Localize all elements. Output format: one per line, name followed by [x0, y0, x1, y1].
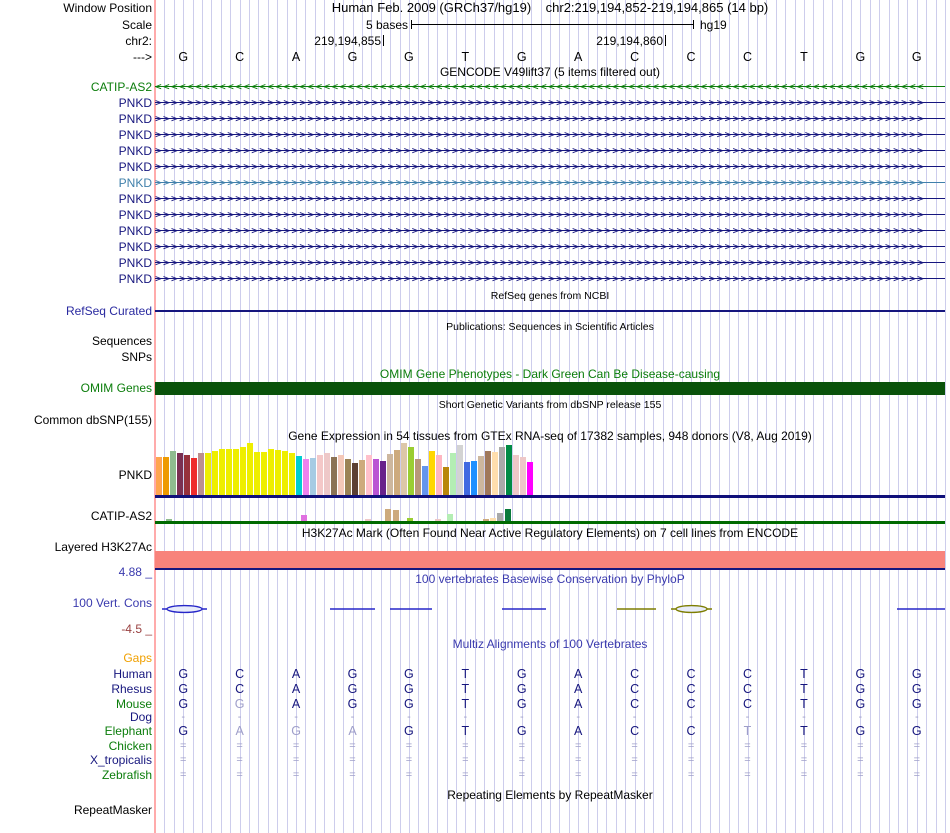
alignment-cell: G	[404, 697, 414, 711]
h3k27ac-signal-bar[interactable]	[155, 551, 945, 568]
scale-value: 5 bases	[365, 18, 408, 32]
gtex-tissue-bar[interactable]	[198, 453, 204, 495]
alignment-cell: =	[349, 740, 356, 752]
alignment-cell: C	[235, 682, 245, 696]
gene-strand-arrows: >>>>>>>>>>>>>>>>>>>>>>>>>>>>>>>>>>>>>>>>>>>>>>>>>>>>>>>>>>>>>>>>>>>>>>>>>>>>>>>>>>>>>>>>>>>>>>>>	[155, 240, 926, 253]
alignment-cell: T	[800, 697, 808, 711]
gene-row-pnkd[interactable]	[155, 191, 945, 206]
gtex-catip-bar[interactable]	[505, 509, 511, 521]
alignment-cell: G	[855, 697, 866, 711]
alignment-cell: =	[913, 769, 920, 781]
alignment-cell: G	[911, 667, 922, 681]
alignment-cell: C	[630, 667, 640, 681]
refseq-curated-label[interactable]: RefSeq Curated	[65, 304, 152, 318]
alignment-cell: -	[181, 711, 186, 723]
alignment-cell: =	[292, 754, 300, 766]
alignment-cell: T	[800, 667, 808, 681]
gene-row-pnkd[interactable]	[155, 239, 945, 254]
base-letter: A	[291, 50, 301, 64]
alignment-cell: =	[800, 754, 808, 766]
gtex-tissue-bar[interactable]	[233, 449, 239, 495]
ruler-mark-text: 219,194,855	[314, 34, 381, 48]
alignment-cell: =	[518, 754, 525, 766]
sequences-label[interactable]: Sequences	[91, 334, 152, 348]
alignment-cell: C	[630, 682, 640, 696]
gene-strand-arrows: >>>>>>>>>>>>>>>>>>>>>>>>>>>>>>>>>>>>>>>>>>>>>>>>>>>>>>>>>>>>>>>>>>>>>>>>>>>>>>>>>>>>>>>>>>>>>>>>	[155, 192, 926, 205]
gene-row-pnkd[interactable]	[155, 159, 945, 174]
gtex-tissue-bar[interactable]	[401, 443, 407, 495]
alignment-cell: -	[802, 711, 806, 723]
scale-bracket	[411, 20, 694, 29]
alignment-cell: =	[518, 740, 525, 752]
alignment-cell: =	[405, 754, 413, 766]
alignment-cell: -	[407, 711, 411, 723]
gtex-tissue-bar[interactable]	[464, 462, 470, 495]
gtex-tissue-bar[interactable]	[450, 453, 456, 495]
gtex-tissue-bar[interactable]	[387, 454, 393, 495]
gtex-tissue-bar[interactable]	[436, 455, 442, 495]
alignment-cell: A	[291, 697, 301, 711]
gene-row-pnkd[interactable]	[155, 175, 945, 190]
gene-row-pnkd[interactable]	[155, 271, 945, 286]
refseq-curated-item[interactable]	[155, 310, 945, 312]
alignment-cell: G	[911, 697, 922, 711]
conservation-lens	[167, 606, 202, 613]
gtex-catip-bar[interactable]	[385, 509, 391, 521]
gtex-tissue-bar[interactable]	[205, 453, 211, 495]
gtex-tissue-bar[interactable]	[527, 462, 533, 495]
alignment-cell: =	[462, 769, 469, 781]
alignment-cell: =	[236, 754, 243, 766]
alignment-cell: =	[687, 769, 695, 781]
alignment-cell: =	[857, 769, 864, 781]
repeatmasker-track-title[interactable]: Repeating Elements by RepeatMasker	[447, 788, 653, 802]
gene-label-pnkd[interactable]: PNKD	[118, 112, 152, 126]
snps-label[interactable]: SNPs	[121, 350, 152, 364]
gene-row-pnkd[interactable]	[155, 143, 945, 158]
alignment-cell: =	[179, 754, 187, 766]
gene-label-pnkd[interactable]: PNKD	[118, 240, 152, 254]
alignment-cell: =	[292, 740, 300, 752]
gtex-tissue-bar[interactable]	[240, 447, 246, 495]
alignment-cell: =	[913, 754, 920, 766]
base-letter: G	[855, 50, 866, 64]
conservation-lens	[676, 606, 707, 613]
base-letter: T	[461, 50, 470, 64]
multiz-track-title[interactable]: Multiz Alignments of 100 Vertebrates	[452, 637, 648, 651]
gtex-tissue-bar[interactable]	[338, 455, 344, 495]
gtex-tissue-bar[interactable]	[345, 459, 351, 495]
gene-strand-arrows: >>>>>>>>>>>>>>>>>>>>>>>>>>>>>>>>>>>>>>>>>>>>>>>>>>>>>>>>>>>>>>>>>>>>>>>>>>>>>>>>>>>>>>>>>>>>>>>>	[155, 112, 926, 125]
alignment-cell: G	[178, 682, 189, 696]
gene-label-pnkd[interactable]: PNKD	[118, 96, 152, 110]
gtex-tissue-bar[interactable]	[520, 457, 526, 495]
alignment-cell: G	[404, 667, 414, 681]
gtex-tissue-bar[interactable]	[310, 458, 316, 495]
alignment-cell: A	[348, 724, 357, 738]
gtex-tissue-bar[interactable]	[191, 458, 197, 495]
alignment-cell: =	[349, 769, 356, 781]
gene-row-catip-as2[interactable]	[155, 79, 945, 94]
strand-direction-label: --->	[133, 50, 152, 64]
alignment-cell: C	[686, 697, 696, 711]
base-letter: G	[404, 50, 414, 64]
gtex-tissue-bar[interactable]	[359, 460, 365, 495]
alignment-cell: =	[462, 754, 469, 766]
gtex-tissue-bar[interactable]	[471, 461, 477, 495]
alignment-cell: =	[462, 740, 469, 752]
base-letter: C	[235, 50, 245, 64]
species-label-elephant[interactable]: Elephant	[104, 724, 152, 738]
base-letter: G	[178, 50, 189, 64]
alignment-cell: -	[689, 711, 693, 723]
gtex-tissue-bar[interactable]	[373, 459, 379, 495]
alignment-cell: -	[350, 711, 355, 723]
species-label-dog[interactable]: Dog	[129, 710, 152, 724]
gtex-tissue-bar[interactable]	[296, 456, 302, 495]
gtex-tissue-bar[interactable]	[163, 457, 169, 495]
alignment-cell: =	[236, 769, 243, 781]
gtex-tissue-bar[interactable]	[156, 457, 162, 495]
alignment-cell: -	[294, 711, 298, 723]
alignment-cell: C	[742, 682, 753, 696]
gene-label-pnkd[interactable]: PNKD	[118, 224, 152, 238]
gtex-tissue-bar[interactable]	[289, 453, 295, 495]
gtex-tissue-bar[interactable]	[429, 451, 435, 495]
publications-track-title[interactable]: Publications: Sequences in Scientific Articles	[446, 321, 654, 333]
gtex-tissue-bar[interactable]	[513, 455, 519, 495]
window-position-label: Window Position	[63, 1, 152, 15]
h3k27ac-track-title[interactable]: H3K27Ac Mark (Often Found Near Active Regulatory Elements) on 7 cell lines from ENCODE	[301, 526, 799, 540]
gtex-tissue-bar[interactable]	[415, 459, 421, 495]
gtex-pnkd-baseline	[155, 495, 945, 498]
alignment-cell: =	[631, 754, 638, 766]
scale-label: Scale	[121, 18, 152, 32]
repeatmasker-label[interactable]: RepeatMasker	[73, 803, 152, 817]
alignment-cell: G	[178, 724, 189, 738]
alignment-cell: G	[516, 682, 527, 696]
gtex-catip-baseline	[155, 521, 945, 524]
assembly-badge: hg19	[700, 18, 727, 32]
ruler-mark-text: 219,194,860	[596, 34, 663, 48]
gene-label-pnkd[interactable]: PNKD	[118, 208, 152, 222]
alignment-cell: =	[631, 769, 638, 781]
gene-label-pnkd[interactable]: PNKD	[118, 160, 152, 174]
ruler-mark-tick	[383, 35, 384, 46]
alignment-cell: -	[463, 711, 468, 723]
gtex-catip-bar[interactable]	[497, 513, 503, 521]
gene-row-pnkd[interactable]	[155, 207, 945, 222]
gtex-tissue-bar[interactable]	[457, 445, 463, 495]
base-letter: T	[800, 50, 808, 64]
gtex-catip-bar[interactable]	[393, 510, 399, 521]
gtex-tissue-bar[interactable]	[212, 451, 218, 495]
omim-track-title[interactable]: OMIM Gene Phenotypes - Dark Green Can Be Disease-causing	[379, 367, 721, 381]
common-dbsnp-label[interactable]: Common dbSNP(155)	[33, 413, 152, 427]
gtex-tissue-bar[interactable]	[485, 451, 491, 495]
conservation-max-label: 4.88 _	[118, 565, 152, 579]
gtex-tissue-bar[interactable]	[177, 453, 183, 495]
chrom-label: chr2:	[125, 34, 152, 48]
alignment-cell: G	[347, 697, 358, 711]
gtex-tissue-bar[interactable]	[324, 453, 330, 495]
alignment-cell: T	[461, 667, 470, 681]
gtex-tissue-bar[interactable]	[219, 449, 225, 495]
alignment-cell: G	[516, 667, 527, 681]
alignment-cell: =	[800, 740, 808, 752]
gtex-tissue-bar[interactable]	[366, 455, 372, 495]
gtex-pnkd-label[interactable]: PNKD	[118, 468, 152, 482]
gtex-tissue-bar[interactable]	[303, 459, 309, 495]
alignment-cell: T	[461, 724, 470, 738]
alignment-cell: C	[742, 697, 753, 711]
dbsnp-track-title[interactable]: Short Genetic Variants from dbSNP release 155	[438, 399, 662, 411]
alignment-cell: G	[234, 697, 245, 711]
gtex-tissue-bar[interactable]	[478, 456, 484, 495]
base-letter: G	[347, 50, 358, 64]
conservation-track-title[interactable]: 100 vertebrates Basewise Conservation by PhyloP	[415, 572, 685, 586]
alignment-cell: G	[855, 667, 866, 681]
alignment-cell: A	[574, 667, 583, 681]
gtex-catip-label[interactable]: CATIP-AS2	[90, 509, 152, 523]
gene-row-pnkd[interactable]	[155, 255, 945, 270]
gene-strand-arrows: <<<<<<<<<<<<<<<<<<<<<<<<<<<<<<<<<<<<<<<<<<<<<<<<<<<<<<<<<<<<<<<<<<<<<<<<<<<<<<<<<<<<<<<<<<<<<<<<	[155, 80, 926, 93]
gene-row-pnkd[interactable]	[155, 223, 945, 238]
alignment-cell: C	[630, 724, 640, 738]
conservation-min-label: -4.5 _	[121, 622, 152, 636]
gene-strand-arrows: >>>>>>>>>>>>>>>>>>>>>>>>>>>>>>>>>>>>>>>>>>>>>>>>>>>>>>>>>>>>>>>>>>>>>>>>>>>>>>>>>>>>>>>>>>>>>>>>	[155, 128, 926, 141]
alignment-cell: =	[405, 769, 413, 781]
gtex-tissue-bar[interactable]	[275, 450, 281, 495]
base-letter: G	[911, 50, 922, 64]
omim-gene-bar[interactable]	[155, 382, 945, 395]
alignment-cell: =	[744, 754, 751, 766]
alignment-cell: C	[686, 667, 696, 681]
base-letter: C	[742, 50, 753, 64]
gtex-tissue-bar[interactable]	[268, 449, 274, 495]
alignment-cell: T	[800, 682, 808, 696]
gtex-tissue-bar[interactable]	[254, 452, 260, 495]
alignment-cell: G	[855, 724, 866, 738]
alignment-cell: -	[858, 711, 863, 723]
gene-strand-arrows: >>>>>>>>>>>>>>>>>>>>>>>>>>>>>>>>>>>>>>>>>>>>>>>>>>>>>>>>>>>>>>>>>>>>>>>>>>>>>>>>>>>>>>>>>>>>>>>>	[155, 256, 926, 269]
alignment-cell: A	[574, 697, 583, 711]
alignment-cell: T	[461, 697, 470, 711]
alignment-cell: G	[347, 682, 358, 696]
alignment-cell: T	[743, 724, 752, 738]
window-position-value	[155, 1, 945, 14]
refseq-track-title[interactable]: RefSeq genes from NCBI	[490, 290, 610, 302]
alignment-cell: =	[349, 754, 356, 766]
alignment-cell: C	[742, 667, 753, 681]
h3k27ac-label[interactable]: Layered H3K27Ac	[54, 540, 152, 554]
gene-strand-arrows: >>>>>>>>>>>>>>>>>>>>>>>>>>>>>>>>>>>>>>>>>>>>>>>>>>>>>>>>>>>>>>>>>>>>>>>>>>>>>>>>>>>>>>>>>>>>>>>>	[155, 208, 926, 221]
alignment-cell: =	[518, 769, 525, 781]
base-letter: G	[516, 50, 527, 64]
alignment-cell: G	[404, 724, 414, 738]
alignment-cell: G	[911, 682, 922, 696]
gene-label-pnkd[interactable]: PNKD	[118, 192, 152, 206]
gtex-tissue-bar[interactable]	[394, 450, 400, 495]
base-letter: C	[686, 50, 696, 64]
gtex-tissue-bar[interactable]	[247, 443, 253, 495]
gtex-tissue-bar[interactable]	[352, 463, 358, 495]
alignment-cell: =	[236, 740, 243, 752]
alignment-cell: =	[405, 740, 413, 752]
gtex-tissue-bar[interactable]	[226, 449, 232, 495]
alignment-cell: G	[911, 724, 922, 738]
alignment-cell: =	[179, 769, 187, 781]
alignment-cell: =	[631, 740, 638, 752]
alignment-cell: =	[574, 754, 582, 766]
grid-line	[945, 0, 946, 833]
alignment-cell: =	[744, 769, 751, 781]
gtex-catip-bar[interactable]	[447, 514, 453, 521]
gene-strand-arrows: >>>>>>>>>>>>>>>>>>>>>>>>>>>>>>>>>>>>>>>>>>>>>>>>>>>>>>>>>>>>>>>>>>>>>>>>>>>>>>>>>>>>>>>>>>>>>>>>	[155, 272, 926, 285]
alignment-cell: A	[291, 667, 301, 681]
gene-strand-arrows: >>>>>>>>>>>>>>>>>>>>>>>>>>>>>>>>>>>>>>>>>>>>>>>>>>>>>>>>>>>>>>>>>>>>>>>>>>>>>>>>>>>>>>>>>>>>>>>>	[155, 224, 926, 237]
alignment-cell: =	[857, 740, 864, 752]
alignment-cell: =	[913, 740, 920, 752]
gtex-tissue-bar[interactable]	[184, 455, 190, 495]
gtex-tissue-bar[interactable]	[422, 466, 428, 495]
alignment-cell: =	[857, 754, 864, 766]
alignment-cell: -	[745, 711, 750, 723]
gene-row-pnkd[interactable]	[155, 95, 945, 110]
conservation-label[interactable]: 100 Vert. Cons	[72, 596, 152, 610]
alignment-cell: -	[914, 711, 919, 723]
gene-strand-arrows: >>>>>>>>>>>>>>>>>>>>>>>>>>>>>>>>>>>>>>>>>>>>>>>>>>>>>>>>>>>>>>>>>>>>>>>>>>>>>>>>>>>>>>>>>>>>>>>>	[155, 160, 926, 173]
ruler-mark-tick	[665, 35, 666, 46]
alignment-cell: G	[347, 667, 358, 681]
range-text: chr2:219,194,852-219,194,865 (14 bp)	[545, 0, 769, 15]
alignment-cell: T	[800, 724, 808, 738]
gene-row-pnkd[interactable]	[155, 111, 945, 126]
alignment-cell: A	[574, 682, 583, 696]
gtex-tissue-bar[interactable]	[170, 451, 176, 495]
gene-label-pnkd[interactable]: PNKD	[118, 176, 152, 190]
gene-label-catip-as2[interactable]: CATIP-AS2	[90, 80, 152, 94]
gtex-tissue-bar[interactable]	[261, 452, 267, 495]
h3k27ac-bottom-border	[155, 568, 945, 570]
gtex-tissue-bar[interactable]	[408, 447, 414, 495]
alignment-cell: =	[744, 740, 751, 752]
assembly-text: Human Feb. 2009 (GRCh37/hg19)	[331, 0, 532, 15]
alignment-cell: =	[574, 740, 582, 752]
alignment-cell: =	[687, 740, 695, 752]
species-label-zebrafish[interactable]: Zebrafish	[101, 768, 152, 782]
alignment-cell: =	[800, 769, 808, 781]
gencode-track-title[interactable]: GENCODE V49lift37 (5 items filtered out)	[439, 65, 661, 79]
alignment-cell: -	[632, 711, 637, 723]
alignment-cell: =	[687, 754, 695, 766]
gtex-tissue-bar[interactable]	[499, 447, 505, 495]
gene-strand-arrows: >>>>>>>>>>>>>>>>>>>>>>>>>>>>>>>>>>>>>>>>>>>>>>>>>>>>>>>>>>>>>>>>>>>>>>>>>>>>>>>>>>>>>>>>>>>>>>>>	[155, 96, 926, 109]
gtex-tissue-bar[interactable]	[380, 461, 386, 495]
alignment-cell: A	[574, 724, 583, 738]
alignment-cell: G	[178, 667, 189, 681]
gtex-tissue-bar[interactable]	[282, 451, 288, 495]
species-label-chicken[interactable]: Chicken	[108, 739, 152, 753]
alignment-cell: G	[404, 682, 414, 696]
gene-label-pnkd[interactable]: PNKD	[118, 256, 152, 270]
alignment-cell: A	[235, 724, 244, 738]
alignment-cell: G	[178, 697, 189, 711]
alignment-cell: C	[630, 697, 640, 711]
alignment-cell: G	[855, 682, 866, 696]
alignment-cell: G	[516, 724, 527, 738]
species-label-human[interactable]: Human	[113, 667, 152, 681]
alignment-cell: G	[516, 697, 527, 711]
alignment-cell: -	[237, 711, 242, 723]
alignment-cell: A	[291, 682, 301, 696]
species-label-rhesus[interactable]: Rhesus	[111, 682, 152, 696]
alignment-cell: G	[291, 724, 301, 738]
base-letter: C	[630, 50, 640, 64]
gene-label-pnkd[interactable]: PNKD	[118, 128, 152, 142]
gene-strand-arrows: >>>>>>>>>>>>>>>>>>>>>>>>>>>>>>>>>>>>>>>>>>>>>>>>>>>>>>>>>>>>>>>>>>>>>>>>>>>>>>>>>>>>>>>>>>>>>>>>	[155, 144, 926, 157]
gtex-tissue-bar[interactable]	[506, 445, 512, 495]
alignment-cell: C	[235, 667, 245, 681]
gtex-tissue-bar[interactable]	[492, 452, 498, 495]
gene-label-pnkd[interactable]: PNKD	[118, 144, 152, 158]
gene-label-pnkd[interactable]: PNKD	[118, 272, 152, 286]
alignment-cell: =	[574, 769, 582, 781]
species-label-mouse[interactable]: Mouse	[115, 697, 152, 711]
alignment-cell: =	[292, 769, 300, 781]
gene-strand-arrows: >>>>>>>>>>>>>>>>>>>>>>>>>>>>>>>>>>>>>>>>>>>>>>>>>>>>>>>>>>>>>>>>>>>>>>>>>>>>>>>>>>>>>>>>>>>>>>>>	[155, 176, 926, 189]
alignment-cell: -	[519, 711, 524, 723]
base-letter: A	[574, 50, 583, 64]
alignment-cell: T	[461, 682, 470, 696]
alignment-cell: C	[686, 724, 696, 738]
gene-row-pnkd[interactable]	[155, 127, 945, 142]
alignment-cell: C	[686, 682, 696, 696]
gtex-tissue-bar[interactable]	[443, 467, 449, 495]
gaps-label[interactable]: Gaps	[123, 651, 152, 665]
omim-genes-label[interactable]: OMIM Genes	[80, 381, 152, 395]
gtex-tissue-bar[interactable]	[317, 455, 323, 495]
species-label-x_tropicalis[interactable]: X_tropicalis	[89, 753, 152, 767]
alignment-cell: =	[179, 740, 187, 752]
gtex-tissue-bar[interactable]	[331, 457, 337, 495]
gtex-track-title[interactable]: Gene Expression in 54 tissues from GTEx RNA-seq of 17382 samples, 948 donors (V8, Aug 2019)	[288, 429, 812, 443]
alignment-cell: -	[576, 711, 581, 723]
